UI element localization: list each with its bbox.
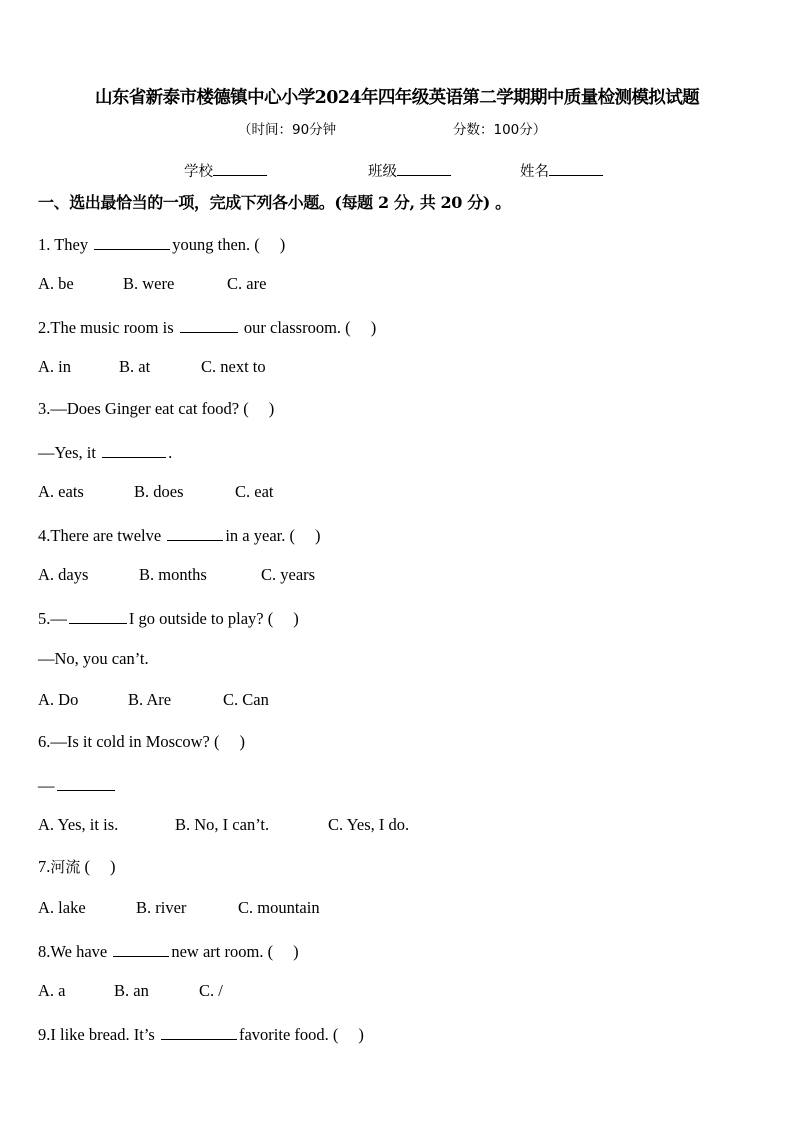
- option-c[interactable]: C. eat: [235, 482, 274, 501]
- option-a[interactable]: A. lake: [38, 898, 86, 917]
- name-blank[interactable]: [549, 160, 603, 176]
- answer-blank[interactable]: [69, 607, 127, 624]
- option-a[interactable]: A. eats: [38, 482, 84, 501]
- question-3: 3.—Does Ginger eat cat food? ( ): [38, 399, 275, 418]
- name-field: [520, 160, 603, 181]
- answer-blank[interactable]: [113, 940, 169, 957]
- option-b[interactable]: B. river: [136, 898, 187, 917]
- question-8: 8.We have new art room. ( ): [38, 942, 299, 961]
- question-4: 4.There are twelve in a year. ( ): [38, 526, 321, 545]
- exam-score: 分数：100分）: [453, 122, 547, 138]
- option-b[interactable]: B. Are: [128, 690, 172, 709]
- exam-time: （时间：90分钟: [238, 122, 337, 138]
- option-a[interactable]: A. be: [38, 274, 74, 293]
- option-a[interactable]: A. Do: [38, 690, 79, 709]
- option-c[interactable]: C. are: [227, 274, 267, 293]
- option-a[interactable]: A. Yes, it is.: [38, 815, 119, 834]
- school-field: [184, 160, 267, 181]
- option-a[interactable]: A. days: [38, 565, 89, 584]
- options-7: [38, 898, 320, 918]
- option-b[interactable]: B. does: [134, 482, 184, 501]
- option-b[interactable]: B. were: [123, 274, 175, 293]
- option-b[interactable]: B. an: [114, 981, 149, 1000]
- option-c[interactable]: C. /: [199, 981, 223, 1000]
- option-b[interactable]: B. at: [119, 357, 151, 376]
- answer-blank[interactable]: [167, 524, 223, 541]
- question-1: 1. They young then. ( ): [38, 235, 286, 254]
- answer-blank[interactable]: [94, 233, 170, 250]
- name-label: 姓名: [520, 164, 549, 180]
- question-9: 9.I like bread. It’s favorite food. ( ): [38, 1025, 364, 1044]
- school-blank[interactable]: [213, 160, 267, 176]
- answer-blank[interactable]: [180, 316, 238, 333]
- option-c[interactable]: C. Can: [223, 690, 269, 709]
- options-3: [38, 482, 274, 502]
- option-a[interactable]: A. a: [38, 981, 66, 1000]
- options-1: [38, 274, 266, 294]
- options-6: [38, 815, 409, 835]
- option-c[interactable]: C. mountain: [238, 898, 320, 917]
- answer-blank[interactable]: [161, 1023, 237, 1040]
- reply-5: —No, you can’t.: [38, 649, 149, 668]
- class-label: 班级: [368, 164, 397, 180]
- school-label: 学校: [184, 164, 213, 180]
- reply-3: —Yes, it .: [38, 443, 173, 462]
- option-c[interactable]: C. next to: [201, 357, 266, 376]
- question-5: 5.— I go outside to play? ( ): [38, 609, 299, 628]
- page-title: 山东省新泰市楼德镇中心小学2024年四年级英语第二学期期中质量检测模拟试题: [94, 88, 699, 108]
- answer-blank[interactable]: [57, 774, 115, 791]
- options-2: [38, 357, 266, 377]
- reply-6: —: [38, 774, 117, 796]
- option-b[interactable]: B. No, I can’t.: [175, 815, 270, 834]
- options-5: [38, 690, 269, 710]
- question-7: 7.河流 ( ): [38, 857, 116, 876]
- class-blank[interactable]: [397, 160, 451, 176]
- option-c[interactable]: C. years: [261, 565, 316, 584]
- class-field: [368, 160, 451, 181]
- question-2: 2.The music room is our classroom. ( ): [38, 318, 377, 337]
- answer-blank[interactable]: [102, 441, 166, 458]
- section-heading: 一、选出最恰当的一项，完成下列各小题。(每题 2 分, 共 20 分) 。: [38, 193, 511, 212]
- option-a[interactable]: A. in: [38, 357, 71, 376]
- option-b[interactable]: B. months: [139, 565, 207, 584]
- options-8: [38, 981, 223, 1001]
- options-4: [38, 565, 315, 585]
- question-6: 6.—Is it cold in Moscow? ( ): [38, 732, 245, 751]
- option-c[interactable]: C. Yes, I do.: [328, 815, 410, 834]
